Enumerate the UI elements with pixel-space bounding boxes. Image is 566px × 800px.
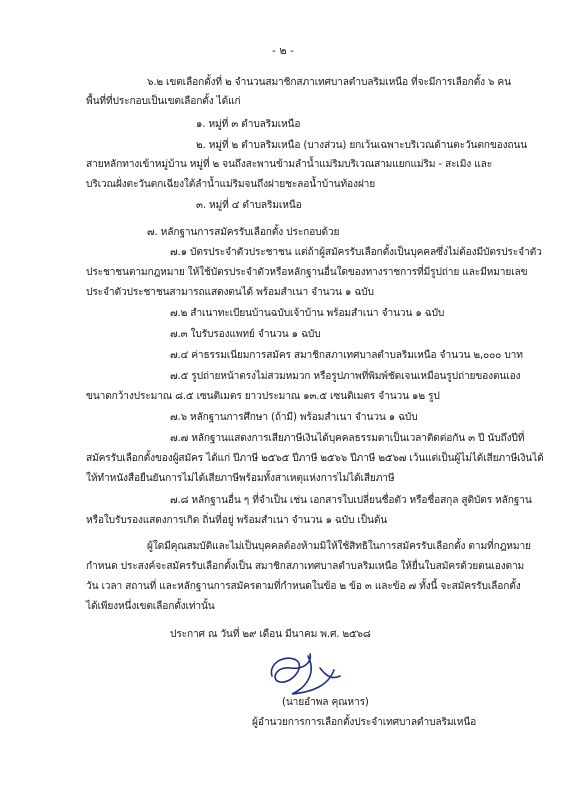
closing-paragraph-4: ได้เพียงหนึ่งเขตเลือกตั้งเท่านั้น xyxy=(86,601,215,612)
line-area-2-cont-1: สายหลักทางเข้าหมู่บ้าน หมู่ที่ ๒ จนถึงสะพานข้ามลำน้ำแม่ริมบริเวณสามแยกแม่ริม - สะเมิง และ xyxy=(86,159,493,170)
line-7-8-cont: หรือใบรับรองแสดงการเกิด ถิ่นที่อยู่ พร้อมสำเนา จำนวน ๑ ฉบับ เป็นต้น xyxy=(86,515,388,526)
line-area-3: ๓. หมู่ที่ ๔ ตำบลริมเหนือ xyxy=(196,200,302,211)
line-7-7: ๗.๗ หลักฐานแสดงการเสียภาษีเงินได้บุคคลธรรมดาเป็นเวลาติดต่อกัน ๓ ปี นับถึงปีที่ xyxy=(170,433,525,444)
line-area-2-cont-2: บริเวณฝั่งตะวันตกเฉียงใต้ลำน้ำแม่ริมจนถึงฝายชะลอน้ำบ้านท้องฝาย xyxy=(86,179,376,190)
signatory-title: ผู้อำนวยการการเลือกตั้งประจำเทศบาลตำบลริมเหนือ xyxy=(252,717,477,728)
line-7-7-cont-2: ให้ทำหนังสือยืนยันการไม่ได้เสียภาษีพร้อมทั้งสาเหตุแห่งการไม่ได้เสียภาษี xyxy=(86,473,395,484)
line-7-2: ๗.๒ สำเนาทะเบียนบ้านฉบับเจ้าบ้าน พร้อมสำเนา จำนวน ๑ ฉบับ xyxy=(170,308,445,319)
line-7-5-cont: ขนาดกว้างประมาณ ๘.๕ เซนติเมตร ยาวประมาณ ๑๓.๕ เซนติเมตร จำนวน ๑๒ รูป xyxy=(86,391,440,402)
line-area-intro: พื้นที่ที่ประกอบเป็นเขตเลือกตั้ง ได้แก่ xyxy=(86,96,241,107)
line-7-5: ๗.๕ รูปถ่ายหน้าตรงไม่สวมหมวก หรือรูปภาพที่พิมพ์ชัดเจนเหมือนรูปถ่ายของตนเอง xyxy=(170,371,521,382)
line-7-7-cont-1: สมัครรับเลือกตั้งของผู้สมัคร ได้แก่ ปีภาษี ๒๕๖๕ ปีภาษี ๒๕๖๖ ปีภาษี ๒๕๖๗ เว้นแต่เป็นผู้ไม่ได้เสียภาษีเงินได้ xyxy=(86,453,544,464)
line-7-4: ๗.๔ ค่าธรรมเนียมการสมัคร สมาชิกสภาเทศบาลตำบลริมเหนือ จำนวน ๒,๐๐๐ บาท xyxy=(170,350,523,361)
signature-image xyxy=(262,646,342,702)
closing-paragraph-2: กำหนด ประสงค์จะสมัครรับเลือกตั้งเป็น สมาชิกสภาเทศบาลตำบลริมเหนือ ให้ยื่นใบสมัครด้วยตนเองตาม xyxy=(86,561,525,572)
closing-paragraph-3: วัน เวลา สถานที่ และหลักฐานการสมัครตามที่กำหนดในข้อ ๒ ข้อ ๓ และข้อ ๗ ทั้งนี้ จะสมัครรับเลือกตั้ง xyxy=(86,581,521,592)
heading-7: ๗. หลักฐานการสมัครรับเลือกตั้ง ประกอบด้วย xyxy=(147,227,340,238)
line-7-1-cont-2: ประจำตัวประชาชนสามารถแสดงตนได้ พร้อมสำเนา จำนวน ๑ ฉบับ xyxy=(86,287,374,298)
line-6-2: ๖.๒ เขตเลือกตั้งที่ ๒ จำนวนสมาชิกสภาเทศบาลตำบลริมเหนือ ที่จะมีการเลือกตั้ง ๖ คน xyxy=(147,77,511,88)
closing-paragraph-1: ผู้ใดมีคุณสมบัติและไม่เป็นบุคคลต้องห้ามมิให้ใช้สิทธิในการสมัครรับเลือกตั้ง ตามที่กฎหมาย xyxy=(147,541,531,552)
line-7-1: ๗.๑ บัตรประจำตัวประชาชน แต่ถ้าผู้สมัครรับเลือกตั้งเป็นบุคคลซึ่งไม่ต้องมีบัตรประจำตัว xyxy=(170,247,542,258)
line-area-1: ๑. หมู่ที่ ๓ ตำบลริมเหนือ xyxy=(196,119,301,130)
announcement-date: ประกาศ ณ วันที่ ๒๙ เดือน มีนาคม พ.ศ. ๒๕๖๘ xyxy=(170,629,371,640)
line-7-3: ๗.๓ ใบรับรองแพทย์ จำนวน ๑ ฉบับ xyxy=(170,329,321,340)
line-7-6: ๗.๖ หลักฐานการศึกษา (ถ้ามี) พร้อมสำเนา จำนวน ๑ ฉบับ xyxy=(170,412,418,423)
signatory-name: (นายอำพล คุณหาร) xyxy=(282,697,369,708)
line-area-2: ๒. หมู่ที่ ๒ ตำบลริมเหนือ (บางส่วน) ยกเว้นเฉพาะบริเวณด้านตะวันตกของถนน xyxy=(196,140,528,151)
line-7-8: ๗.๘ หลักฐานอื่น ๆ ที่จำเป็น เช่น เอกสารใบเปลี่ยนชื่อตัว หรือชื่อสกุล สูติบัตร หลักฐาน xyxy=(170,495,532,506)
page-number: - ๒ - xyxy=(271,44,295,57)
line-7-1-cont-1: ประชาชนตามกฎหมาย ให้ใช้บัตรประจำตัวหรือหลักฐานอื่นใดของทางราชการที่มีรูปถ่าย และมีหมายเลข xyxy=(86,267,528,278)
